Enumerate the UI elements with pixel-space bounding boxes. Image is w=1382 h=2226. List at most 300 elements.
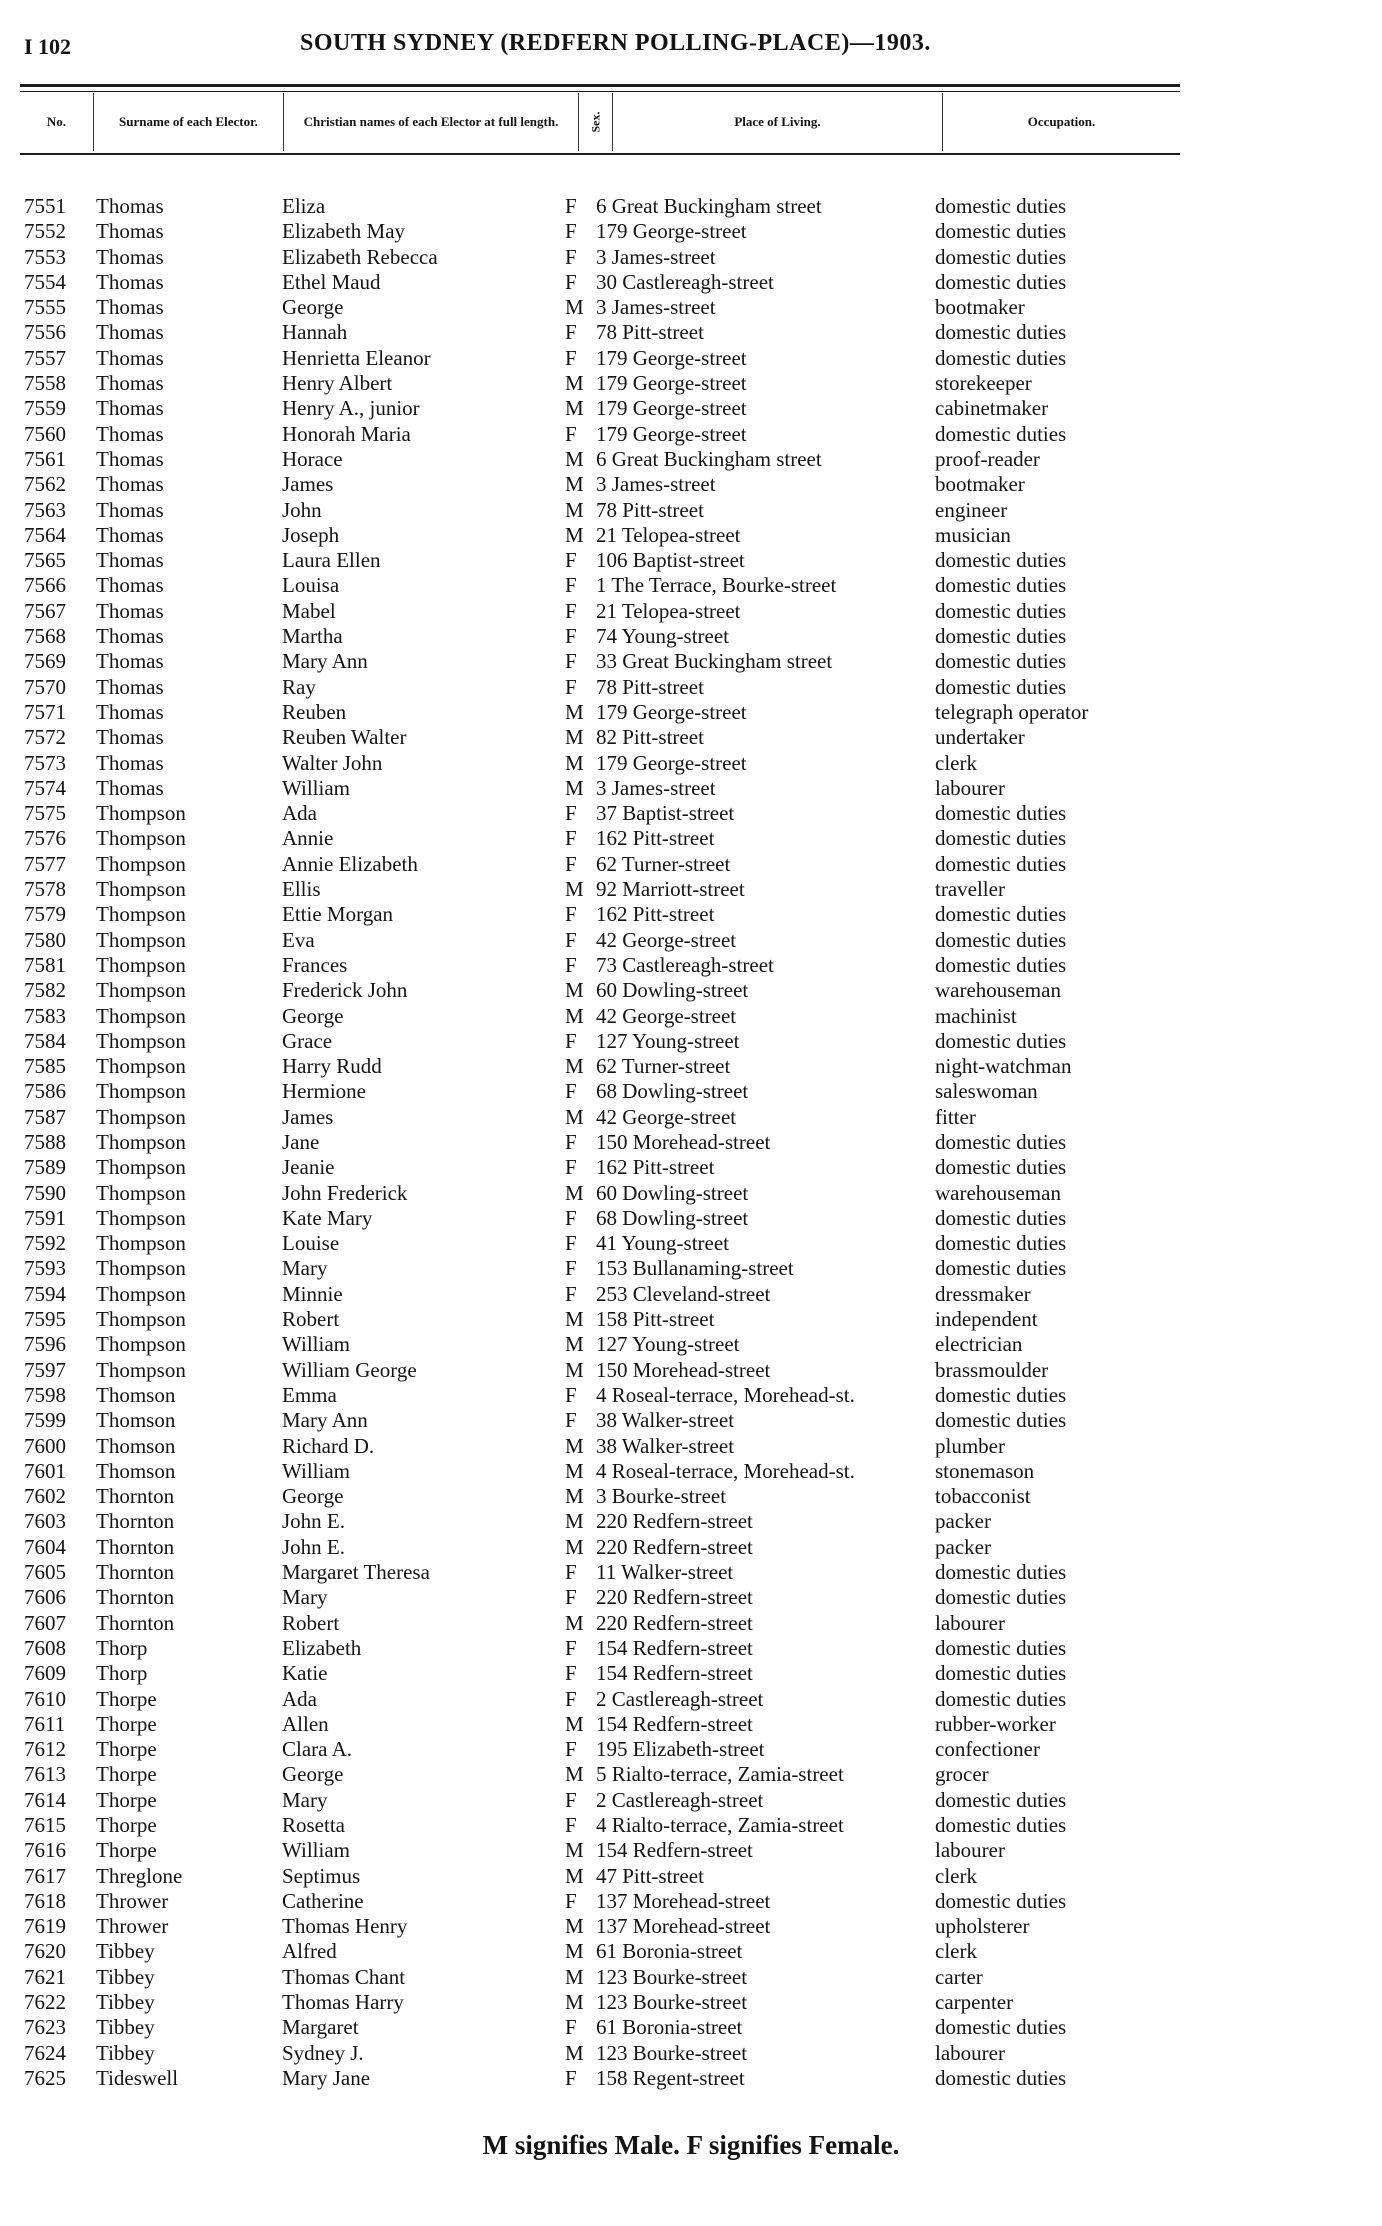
elector-occupation: labourer bbox=[935, 775, 1005, 800]
elector-place-of-living: 179 George-street bbox=[596, 699, 747, 724]
elector-place-of-living: 4 Roseal-terrace, Morehead-st. bbox=[596, 1458, 855, 1483]
elector-number: 7613 bbox=[24, 1762, 66, 1787]
elector-number: 7624 bbox=[24, 2040, 66, 2065]
elector-surname: Thompson bbox=[96, 1129, 186, 1154]
elector-sex: F bbox=[565, 801, 577, 826]
elector-christian-names: Annie bbox=[282, 826, 334, 851]
elector-row bbox=[0, 396, 1382, 421]
elector-number: 7581 bbox=[24, 952, 66, 977]
elector-christian-names: Catherine bbox=[282, 1888, 364, 1913]
elector-sex: M bbox=[565, 725, 584, 750]
elector-surname: Thomas bbox=[96, 497, 164, 522]
elector-christian-names: George bbox=[282, 295, 344, 320]
elector-sex: M bbox=[565, 1762, 584, 1787]
elector-christian-names: Harry Rudd bbox=[282, 1054, 382, 1079]
elector-number: 7587 bbox=[24, 1104, 66, 1129]
elector-row bbox=[0, 472, 1382, 497]
elector-row bbox=[0, 852, 1382, 877]
elector-row bbox=[0, 1535, 1382, 1560]
elector-surname: Thompson bbox=[96, 1003, 186, 1028]
elector-christian-names: Ray bbox=[282, 674, 316, 699]
elector-number: 7569 bbox=[24, 649, 66, 674]
elector-sex: M bbox=[565, 877, 584, 902]
elector-place-of-living: 179 George-street bbox=[596, 371, 747, 396]
elector-occupation: domestic duties bbox=[935, 219, 1067, 244]
elector-occupation: undertaker bbox=[935, 725, 1025, 750]
elector-row bbox=[0, 725, 1382, 750]
elector-christian-names: Henrietta Eleanor bbox=[282, 345, 431, 370]
elector-row bbox=[0, 2041, 1382, 2066]
elector-place-of-living: 220 Redfern-street bbox=[596, 1509, 753, 1534]
elector-row bbox=[0, 295, 1382, 320]
elector-number: 7579 bbox=[24, 902, 66, 927]
elector-number: 7593 bbox=[24, 1256, 66, 1281]
elector-sex: M bbox=[565, 1458, 584, 1483]
elector-christian-names: Elizabeth bbox=[282, 1635, 362, 1660]
elector-occupation: warehouseman bbox=[935, 1180, 1061, 1205]
elector-occupation: labourer bbox=[935, 1838, 1005, 1863]
elector-row bbox=[0, 548, 1382, 573]
elector-number: 7558 bbox=[24, 371, 66, 396]
elector-occupation: clerk bbox=[935, 1939, 977, 1964]
elector-christian-names: John E. bbox=[282, 1534, 345, 1559]
elector-sex: M bbox=[565, 750, 584, 775]
elector-row bbox=[0, 2066, 1382, 2091]
elector-number: 7591 bbox=[24, 1205, 66, 1230]
elector-surname: Thompson bbox=[96, 1054, 186, 1079]
elector-row bbox=[0, 1004, 1382, 1029]
elector-surname: Thompson bbox=[96, 1281, 186, 1306]
elector-christian-names: William bbox=[282, 775, 350, 800]
elector-place-of-living: 21 Telopea-street bbox=[596, 598, 741, 623]
elector-christian-names: James bbox=[282, 472, 334, 497]
elector-number: 7616 bbox=[24, 1838, 66, 1863]
elector-place-of-living: 220 Redfern-street bbox=[596, 1534, 753, 1559]
elector-number: 7589 bbox=[24, 1155, 66, 1180]
elector-place-of-living: 158 Pitt-street bbox=[596, 1307, 715, 1332]
elector-row bbox=[0, 194, 1382, 219]
elector-row bbox=[0, 1990, 1382, 2015]
elector-christian-names: Louise bbox=[282, 1231, 340, 1256]
elector-number: 7571 bbox=[24, 699, 66, 724]
elector-row bbox=[0, 219, 1382, 244]
elector-row bbox=[0, 1256, 1382, 1281]
elector-row bbox=[0, 1965, 1382, 1990]
elector-christian-names: John bbox=[282, 497, 322, 522]
elector-row bbox=[0, 270, 1382, 295]
elector-row bbox=[0, 2015, 1382, 2040]
elector-occupation: domestic duties bbox=[935, 1635, 1067, 1660]
elector-surname: Thomas bbox=[96, 472, 164, 497]
elector-number: 7606 bbox=[24, 1585, 66, 1610]
elector-row bbox=[0, 801, 1382, 826]
elector-surname: Thompson bbox=[96, 801, 186, 826]
elector-row bbox=[0, 1712, 1382, 1737]
elector-row bbox=[0, 1889, 1382, 1914]
elector-number: 7553 bbox=[24, 244, 66, 269]
elector-sex: F bbox=[565, 1787, 577, 1812]
elector-sex: M bbox=[565, 371, 584, 396]
elector-row bbox=[0, 675, 1382, 700]
elector-place-of-living: 154 Redfern-street bbox=[596, 1661, 753, 1686]
elector-row bbox=[0, 447, 1382, 472]
elector-number: 7608 bbox=[24, 1635, 66, 1660]
elector-sex: F bbox=[565, 1813, 577, 1837]
elector-surname: Thorpe bbox=[96, 1737, 157, 1762]
elector-place-of-living: 179 George-street bbox=[596, 396, 747, 421]
elector-place-of-living: 137 Morehead-street bbox=[596, 1914, 771, 1939]
elector-row bbox=[0, 1206, 1382, 1231]
elector-christian-names: Frederick John bbox=[282, 978, 408, 1003]
elector-place-of-living: 4 Roseal-terrace, Morehead-st. bbox=[596, 1382, 855, 1407]
elector-christian-names: Grace bbox=[282, 1028, 333, 1053]
elector-surname: Thompson bbox=[96, 952, 186, 977]
elector-christian-names: William George bbox=[282, 1357, 417, 1382]
elector-christian-names: Thomas Harry bbox=[282, 1990, 404, 2015]
elector-surname: Thompson bbox=[96, 1231, 186, 1256]
elector-occupation: domestic duties bbox=[935, 320, 1067, 345]
elector-occupation: storekeeper bbox=[935, 371, 1032, 396]
elector-place-of-living: 3 James-street bbox=[596, 244, 716, 269]
elector-number: 7583 bbox=[24, 1003, 66, 1028]
elector-number: 7619 bbox=[24, 1914, 66, 1939]
elector-sex: M bbox=[565, 775, 584, 800]
elector-sex: F bbox=[565, 1661, 577, 1686]
elector-row bbox=[0, 599, 1382, 624]
elector-number: 7615 bbox=[24, 1813, 66, 1837]
elector-place-of-living: 61 Boronia-street bbox=[596, 2015, 743, 2040]
elector-place-of-living: 154 Redfern-street bbox=[596, 1838, 753, 1863]
elector-surname: Thomas bbox=[96, 598, 164, 623]
elector-christian-names: Septimus bbox=[282, 1863, 361, 1888]
elector-sex: F bbox=[565, 320, 577, 345]
elector-place-of-living: 78 Pitt-street bbox=[596, 674, 704, 699]
page-number: I 102 bbox=[24, 34, 72, 59]
elector-sex: M bbox=[565, 522, 584, 547]
elector-place-of-living: 195 Elizabeth-street bbox=[596, 1737, 765, 1762]
elector-place-of-living: 38 Walker-street bbox=[596, 1408, 735, 1433]
elector-row bbox=[0, 1484, 1382, 1509]
elector-number: 7596 bbox=[24, 1332, 66, 1357]
elector-sex: F bbox=[565, 952, 577, 977]
elector-row bbox=[0, 1079, 1382, 1104]
elector-surname: Thornton bbox=[96, 1484, 175, 1509]
elector-place-of-living: 150 Morehead-street bbox=[596, 1129, 771, 1154]
elector-occupation: domestic duties bbox=[935, 674, 1067, 699]
elector-place-of-living: 179 George-street bbox=[596, 421, 747, 446]
elector-row bbox=[0, 320, 1382, 345]
elector-number: 7554 bbox=[24, 269, 66, 294]
elector-occupation: domestic duties bbox=[935, 345, 1067, 370]
elector-occupation: domestic duties bbox=[935, 2015, 1067, 2040]
elector-surname: Thomas bbox=[96, 396, 164, 421]
elector-number: 7577 bbox=[24, 851, 66, 876]
elector-occupation: bootmaker bbox=[935, 472, 1025, 497]
elector-number: 7605 bbox=[24, 1560, 66, 1585]
elector-christian-names: William bbox=[282, 1838, 350, 1863]
elector-place-of-living: 162 Pitt-street bbox=[596, 902, 715, 927]
elector-number: 7590 bbox=[24, 1180, 66, 1205]
elector-number: 7601 bbox=[24, 1458, 66, 1483]
elector-sex: F bbox=[565, 1560, 577, 1585]
elector-occupation: domestic duties bbox=[935, 1382, 1067, 1407]
elector-christian-names: Margaret bbox=[282, 2015, 359, 2040]
elector-number: 7622 bbox=[24, 1990, 66, 2015]
elector-surname: Tibbey bbox=[96, 2040, 155, 2065]
elector-row bbox=[0, 1130, 1382, 1155]
elector-surname: Thomas bbox=[96, 699, 164, 724]
elector-sex: F bbox=[565, 1888, 577, 1913]
elector-sex: F bbox=[565, 2015, 577, 2040]
elector-row bbox=[0, 953, 1382, 978]
elector-surname: Thomas bbox=[96, 345, 164, 370]
elector-christian-names: William bbox=[282, 1332, 350, 1357]
column-header-surname: Surname of each Elector. bbox=[94, 93, 284, 151]
elector-surname: Thomas bbox=[96, 446, 164, 471]
elector-christian-names: Annie Elizabeth bbox=[282, 851, 418, 876]
elector-christian-names: Rosetta bbox=[282, 1813, 345, 1837]
elector-number: 7625 bbox=[24, 2065, 66, 2090]
elector-christian-names: James bbox=[282, 1104, 334, 1129]
elector-place-of-living: 220 Redfern-street bbox=[596, 1610, 753, 1635]
elector-number: 7560 bbox=[24, 421, 66, 446]
elector-place-of-living: 179 George-street bbox=[596, 345, 747, 370]
elector-number: 7567 bbox=[24, 598, 66, 623]
elector-occupation: upholsterer bbox=[935, 1914, 1030, 1939]
elector-number: 7561 bbox=[24, 446, 66, 471]
elector-number: 7562 bbox=[24, 472, 66, 497]
elector-occupation: domestic duties bbox=[935, 1028, 1067, 1053]
elector-place-of-living: 62 Turner-street bbox=[596, 851, 731, 876]
elector-row bbox=[0, 1914, 1382, 1939]
elector-christian-names: Joseph bbox=[282, 522, 340, 547]
elector-row bbox=[0, 1231, 1382, 1256]
elector-place-of-living: 106 Baptist-street bbox=[596, 548, 745, 573]
elector-number: 7578 bbox=[24, 877, 66, 902]
elector-occupation: domestic duties bbox=[935, 649, 1067, 674]
elector-surname: Thrower bbox=[96, 1888, 169, 1913]
elector-occupation: carpenter bbox=[935, 1990, 1014, 2015]
elector-christian-names: Kate Mary bbox=[282, 1205, 373, 1230]
elector-sex: M bbox=[565, 1990, 584, 2015]
elector-place-of-living: 162 Pitt-street bbox=[596, 826, 715, 851]
elector-sex: M bbox=[565, 2040, 584, 2065]
elector-surname: Thomas bbox=[96, 219, 164, 244]
elector-sex: M bbox=[565, 396, 584, 421]
elector-occupation: domestic duties bbox=[935, 851, 1067, 876]
elector-sex: F bbox=[565, 1205, 577, 1230]
elector-sex: M bbox=[565, 1104, 584, 1129]
elector-row bbox=[0, 624, 1382, 649]
elector-row bbox=[0, 1029, 1382, 1054]
elector-number: 7575 bbox=[24, 801, 66, 826]
elector-surname: Thomas bbox=[96, 244, 164, 269]
elector-number: 7557 bbox=[24, 345, 66, 370]
elector-occupation: musician bbox=[935, 522, 1011, 547]
elector-christian-names: George bbox=[282, 1484, 344, 1509]
elector-christian-names: Laura Ellen bbox=[282, 548, 381, 573]
elector-sex: F bbox=[565, 219, 577, 244]
elector-christian-names: Mary bbox=[282, 1585, 328, 1610]
elector-place-of-living: 41 Young-street bbox=[596, 1231, 730, 1256]
elector-sex: F bbox=[565, 573, 577, 598]
header-rule-top bbox=[20, 84, 1180, 87]
elector-number: 7609 bbox=[24, 1661, 66, 1686]
elector-occupation: domestic duties bbox=[935, 1686, 1067, 1711]
elector-surname: Tibbey bbox=[96, 1939, 155, 1964]
elector-christian-names: Ada bbox=[282, 801, 317, 826]
elector-sex: F bbox=[565, 927, 577, 952]
elector-christian-names: Eva bbox=[282, 927, 315, 952]
elector-place-of-living: 179 George-street bbox=[596, 219, 747, 244]
elector-surname: Thompson bbox=[96, 1256, 186, 1281]
elector-place-of-living: 220 Redfern-street bbox=[596, 1585, 753, 1610]
elector-row bbox=[0, 1788, 1382, 1813]
elector-sex: F bbox=[565, 421, 577, 446]
elector-place-of-living: 154 Redfern-street bbox=[596, 1711, 753, 1736]
elector-number: 7592 bbox=[24, 1231, 66, 1256]
elector-surname: Thomas bbox=[96, 775, 164, 800]
elector-surname: Thomas bbox=[96, 269, 164, 294]
elector-sex: F bbox=[565, 1635, 577, 1660]
elector-row bbox=[0, 649, 1382, 674]
elector-occupation: domestic duties bbox=[935, 1661, 1067, 1686]
elector-number: 7620 bbox=[24, 1939, 66, 1964]
elector-number: 7565 bbox=[24, 548, 66, 573]
elector-place-of-living: 42 George-street bbox=[596, 1003, 737, 1028]
column-header-no: No. bbox=[20, 93, 94, 151]
elector-row bbox=[0, 1155, 1382, 1180]
elector-christian-names: John Frederick bbox=[282, 1180, 408, 1205]
elector-surname: Thomas bbox=[96, 371, 164, 396]
elector-occupation: grocer bbox=[935, 1762, 989, 1787]
column-header-christian-names: Christian names of each Elector at full length. bbox=[284, 93, 579, 151]
elector-occupation: plumber bbox=[935, 1433, 1005, 1458]
elector-place-of-living: 73 Castlereagh-street bbox=[596, 952, 774, 977]
elector-surname: Thorp bbox=[96, 1635, 148, 1660]
elector-occupation: domestic duties bbox=[935, 1408, 1067, 1433]
elector-row bbox=[0, 1282, 1382, 1307]
elector-place-of-living: 123 Bourke-street bbox=[596, 1964, 748, 1989]
elector-sex: F bbox=[565, 194, 577, 218]
elector-surname: Thorpe bbox=[96, 1762, 157, 1787]
elector-surname: Thompson bbox=[96, 851, 186, 876]
elector-surname: Thompson bbox=[96, 1357, 186, 1382]
elector-occupation: cabinetmaker bbox=[935, 396, 1049, 421]
elector-sex: M bbox=[565, 295, 584, 320]
elector-row bbox=[0, 1939, 1382, 1964]
header-rule-mid bbox=[20, 91, 1180, 92]
elector-surname: Thomas bbox=[96, 674, 164, 699]
elector-place-of-living: 6 Great Buckingham street bbox=[596, 446, 822, 471]
elector-occupation: night-watchman bbox=[935, 1054, 1072, 1079]
elector-sex: F bbox=[565, 1585, 577, 1610]
elector-surname: Thompson bbox=[96, 877, 186, 902]
elector-list bbox=[0, 194, 1382, 2091]
elector-christian-names: John E. bbox=[282, 1509, 345, 1534]
elector-number: 7573 bbox=[24, 750, 66, 775]
elector-sex: M bbox=[565, 699, 584, 724]
elector-place-of-living: 11 Walker-street bbox=[596, 1560, 734, 1585]
elector-christian-names: Ada bbox=[282, 1686, 317, 1711]
elector-christian-names: Robert bbox=[282, 1610, 340, 1635]
elector-place-of-living: 162 Pitt-street bbox=[596, 1155, 715, 1180]
elector-place-of-living: 68 Dowling-street bbox=[596, 1205, 749, 1230]
elector-place-of-living: 62 Turner-street bbox=[596, 1054, 731, 1079]
elector-christian-names: Clara A. bbox=[282, 1737, 352, 1762]
elector-place-of-living: 37 Baptist-street bbox=[596, 801, 735, 826]
elector-surname: Thornton bbox=[96, 1534, 175, 1559]
elector-surname: Thompson bbox=[96, 826, 186, 851]
elector-surname: Threglone bbox=[96, 1863, 183, 1888]
elector-christian-names: George bbox=[282, 1003, 344, 1028]
elector-occupation: domestic duties bbox=[935, 1888, 1067, 1913]
elector-place-of-living: 1 The Terrace, Bourke-street bbox=[596, 573, 837, 598]
elector-surname: Thrower bbox=[96, 1914, 169, 1939]
elector-place-of-living: 158 Regent-street bbox=[596, 2065, 745, 2090]
elector-occupation: bootmaker bbox=[935, 295, 1025, 320]
elector-place-of-living: 253 Cleveland-street bbox=[596, 1281, 771, 1306]
elector-christian-names: Sydney J. bbox=[282, 2040, 364, 2065]
elector-place-of-living: 127 Young-street bbox=[596, 1332, 740, 1357]
elector-surname: Thomas bbox=[96, 421, 164, 446]
elector-number: 7604 bbox=[24, 1534, 66, 1559]
elector-occupation: domestic duties bbox=[935, 421, 1067, 446]
elector-occupation: domestic duties bbox=[935, 269, 1067, 294]
elector-row bbox=[0, 1864, 1382, 1889]
elector-row bbox=[0, 1813, 1382, 1838]
elector-row bbox=[0, 751, 1382, 776]
elector-row bbox=[0, 1687, 1382, 1712]
elector-place-of-living: 150 Morehead-street bbox=[596, 1357, 771, 1382]
elector-surname: Thornton bbox=[96, 1509, 175, 1534]
elector-number: 7614 bbox=[24, 1787, 66, 1812]
elector-number: 7612 bbox=[24, 1737, 66, 1762]
elector-surname: Thomas bbox=[96, 194, 164, 218]
elector-number: 7588 bbox=[24, 1129, 66, 1154]
elector-christian-names: Jane bbox=[282, 1129, 320, 1154]
elector-surname: Tideswell bbox=[96, 2065, 179, 2090]
elector-row bbox=[0, 1509, 1382, 1534]
elector-number: 7599 bbox=[24, 1408, 66, 1433]
elector-surname: Thompson bbox=[96, 1079, 186, 1104]
elector-occupation: domestic duties bbox=[935, 244, 1067, 269]
elector-row bbox=[0, 877, 1382, 902]
elector-place-of-living: 78 Pitt-street bbox=[596, 320, 704, 345]
elector-sex: F bbox=[565, 826, 577, 851]
elector-number: 7564 bbox=[24, 522, 66, 547]
elector-place-of-living: 42 George-street bbox=[596, 927, 737, 952]
elector-surname: Thomson bbox=[96, 1458, 176, 1483]
elector-surname: Thompson bbox=[96, 902, 186, 927]
elector-sex: M bbox=[565, 1357, 584, 1382]
elector-occupation: packer bbox=[935, 1534, 991, 1559]
elector-christian-names: Ethel Maud bbox=[282, 269, 381, 294]
elector-christian-names: Robert bbox=[282, 1307, 340, 1332]
elector-row bbox=[0, 1054, 1382, 1079]
elector-christian-names: Henry A., junior bbox=[282, 396, 420, 421]
elector-christian-names: Ettie Morgan bbox=[282, 902, 394, 927]
elector-sex: F bbox=[565, 674, 577, 699]
elector-surname: Thompson bbox=[96, 1205, 186, 1230]
elector-place-of-living: 38 Walker-street bbox=[596, 1433, 735, 1458]
elector-sex: F bbox=[565, 1231, 577, 1256]
elector-place-of-living: 3 James-street bbox=[596, 472, 716, 497]
elector-christian-names: Allen bbox=[282, 1711, 329, 1736]
elector-surname: Thorpe bbox=[96, 1838, 157, 1863]
elector-surname: Thomas bbox=[96, 522, 164, 547]
elector-christian-names: Alfred bbox=[282, 1939, 337, 1964]
